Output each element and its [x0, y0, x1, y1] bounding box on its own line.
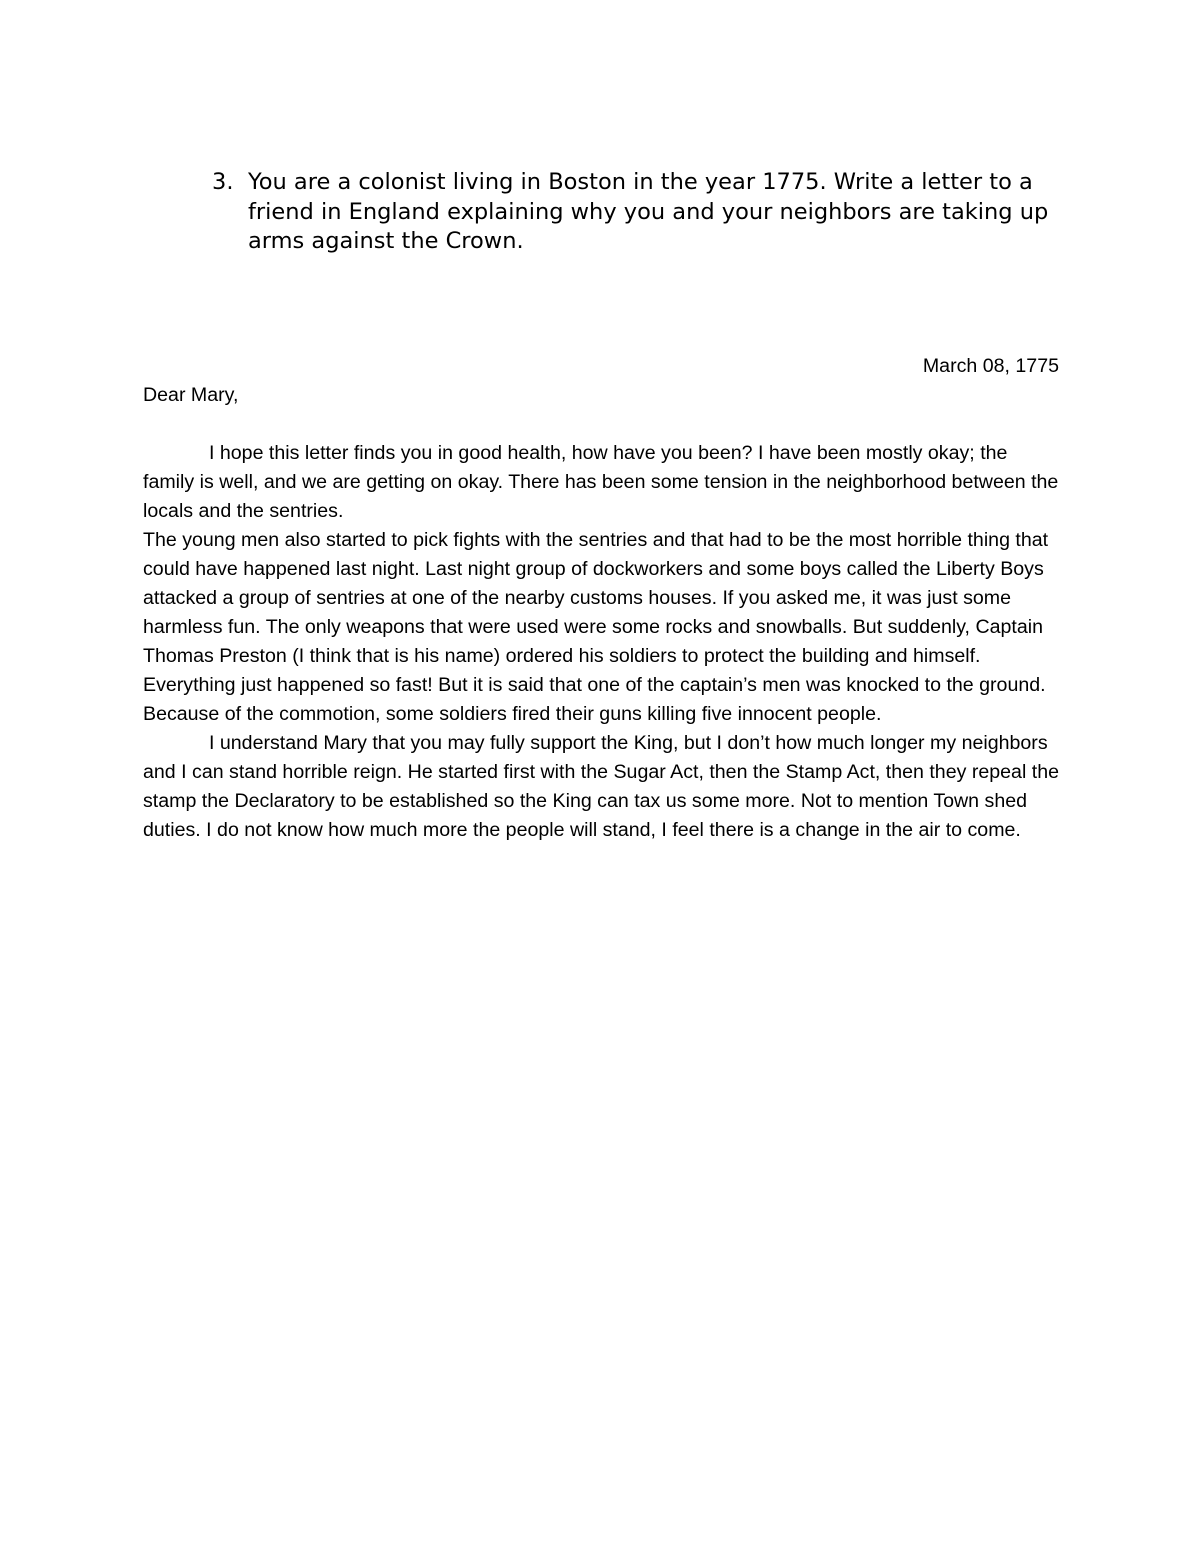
letter-paragraph-1: I hope this letter finds you in good health, how have you been? I have been mostly okay; the family is well, and we are getting on okay. There has been some tension in the neighborhood between the locals and the sentries.	[143, 442, 1059, 522]
letter-paragraph-3: I understand Mary that you may fully support the King, but I don’t how much longer my neighbors and I can stand horrible reign. He started first with the Sugar Act, then the Stamp Act, then they repeal the stamp the Declaratory to be established so the King can tax us some more. Not to mention Town shed duties. I do not know how much more the people will stand, I feel there is a change in the air to come.	[143, 732, 1059, 841]
letter-date: March 08, 1775	[922, 355, 1059, 377]
prompt-text: You are a colonist living in Boston in the year 1775. Write a letter to a friend in England explaining why you and your neighbors are taking up arms against the Crown.	[248, 169, 1049, 254]
letter-body	[143, 352, 1059, 845]
prompt-number: 3.	[212, 169, 234, 195]
letter-salutation: Dear Mary,	[143, 384, 239, 406]
letter-paragraph-2: The young men also started to pick fights with the sentries and that had to be the most horrible thing that could have happened last night. Last night group of dockworkers and some boys called the Liberty Boys attacked a group of sentries at one of the nearby customs houses. If you asked me, it was just some harmless fun. The only weapons that were used were some rocks and snowballs. But suddenly, Captain Thomas Preston (I think that is his name) ordered his soldiers to protect the building and himself. Everything just happened so fast! But it is said that one of the captain’s men was knocked to the ground. Because of the commotion, some soldiers fired their guns killing five innocent people.	[143, 529, 1049, 725]
assignment-prompt	[212, 168, 1072, 257]
